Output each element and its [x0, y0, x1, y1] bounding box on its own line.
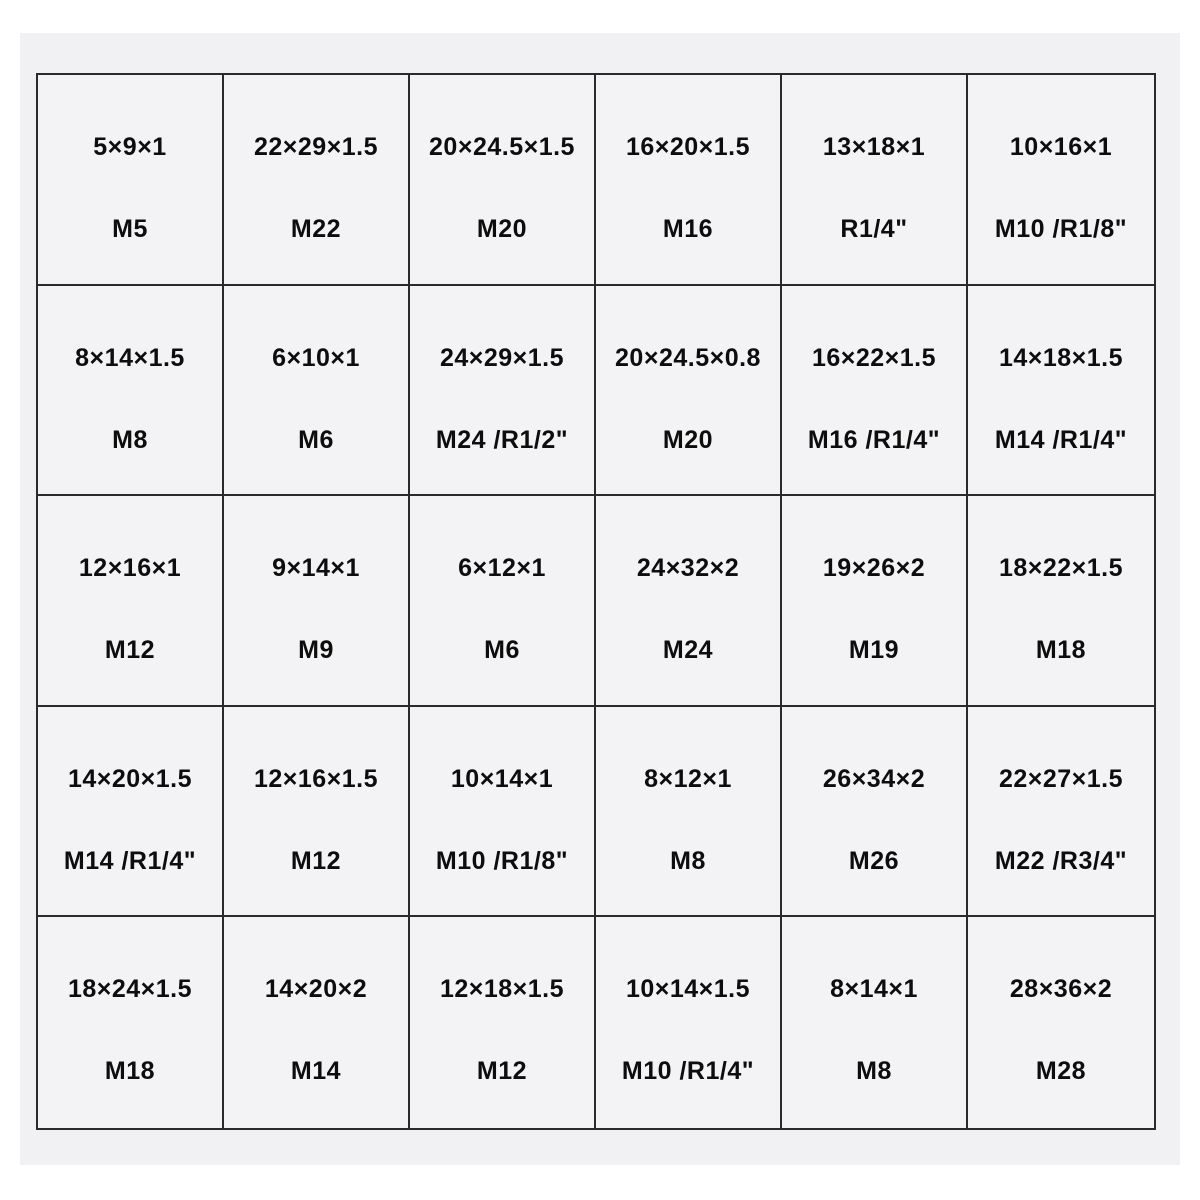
- chart-cell: [968, 707, 1154, 918]
- chart-cell: [38, 75, 224, 286]
- washer-dimensions: 20×24.5×1.5: [429, 133, 575, 161]
- washer-dimensions: 16×20×1.5: [625, 133, 751, 161]
- washer-dimensions: 28×36×2: [1009, 975, 1113, 1004]
- washer-dimensions: 26×34×2: [822, 764, 926, 793]
- washer-dimensions: 18×24×1.5: [67, 975, 193, 1004]
- washer-dimensions: 8×12×1: [644, 764, 732, 793]
- chart-cell: [968, 496, 1154, 707]
- thread-size: M9: [298, 636, 334, 665]
- chart-cell: [596, 707, 782, 918]
- washer-dimensions: 8×14×1: [830, 975, 918, 1004]
- chart-cell: [224, 707, 410, 918]
- chart-cell: [596, 75, 782, 286]
- washer-dimensions: 24×32×2: [636, 554, 740, 583]
- thread-size: M8: [670, 846, 706, 875]
- chart-cell: [782, 496, 968, 707]
- washer-dimensions: 8×14×1.5: [75, 343, 185, 372]
- chart-cell: [410, 707, 596, 918]
- chart-cell: [224, 496, 410, 707]
- thread-size: M16: [662, 215, 714, 243]
- chart-cell: [968, 917, 1154, 1128]
- thread-size: M6: [298, 425, 334, 454]
- thread-size: R1/4": [840, 215, 908, 243]
- thread-size: M10 /R1/4": [621, 1057, 755, 1086]
- washer-dimensions: 9×14×1: [272, 554, 360, 583]
- thread-size: M8: [112, 425, 148, 454]
- washer-dimensions: 19×26×2: [822, 554, 926, 583]
- chart-cell: [782, 286, 968, 497]
- thread-size: M19: [848, 636, 900, 665]
- chart-cell: [38, 286, 224, 497]
- washer-dimensions: 12×16×1: [78, 554, 182, 583]
- thread-size: M18: [104, 1057, 156, 1086]
- thread-size: M8: [856, 1057, 892, 1086]
- thread-size: M14 /R1/4": [994, 425, 1128, 454]
- thread-size: M26: [848, 846, 900, 875]
- washer-dimensions: 24×29×1.5: [439, 343, 565, 372]
- chart-cell: [596, 286, 782, 497]
- thread-size: M10 /R1/8": [994, 215, 1128, 243]
- washer-dimensions: 20×24.5×0.8: [615, 343, 761, 372]
- thread-size: M14 /R1/4": [63, 846, 197, 875]
- chart-cell: [968, 75, 1154, 286]
- thread-size: M16 /R1/4": [807, 425, 941, 454]
- thread-size: M6: [484, 636, 520, 665]
- chart-cell: [224, 286, 410, 497]
- chart-cell: [596, 917, 782, 1128]
- chart-cell: [224, 917, 410, 1128]
- thread-size: M20: [476, 215, 528, 243]
- washer-dimensions: 14×18×1.5: [998, 343, 1124, 372]
- thread-size: M24 /R1/2": [435, 425, 569, 454]
- thread-size: M12: [476, 1057, 528, 1086]
- thread-size: M22: [290, 215, 342, 243]
- thread-size: M20: [662, 425, 714, 454]
- thread-size: M18: [1035, 636, 1087, 665]
- chart-cell: [224, 75, 410, 286]
- chart-cell: [782, 707, 968, 918]
- chart-cell: [782, 75, 968, 286]
- washer-size-chart: [36, 73, 1156, 1130]
- thread-size: M10 /R1/8": [435, 846, 569, 875]
- washer-dimensions: 6×12×1: [458, 554, 546, 583]
- chart-cell: [782, 917, 968, 1128]
- thread-size: M22 /R3/4": [994, 846, 1128, 875]
- chart-cell: [38, 917, 224, 1128]
- thread-size: M24: [662, 636, 714, 665]
- washer-dimensions: 22×27×1.5: [998, 764, 1124, 793]
- washer-dimensions: 10×14×1.5: [625, 975, 751, 1004]
- washer-dimensions: 5×9×1: [93, 133, 167, 161]
- chart-cell: [968, 286, 1154, 497]
- washer-dimensions: 10×14×1: [450, 764, 554, 793]
- washer-dimensions: 12×18×1.5: [439, 975, 565, 1004]
- washer-dimensions: 14×20×2: [264, 975, 368, 1004]
- chart-cell: [410, 286, 596, 497]
- washer-dimensions: 10×16×1: [1009, 133, 1113, 161]
- chart-cell: [410, 496, 596, 707]
- chart-cell: [410, 75, 596, 286]
- chart-cell: [410, 917, 596, 1128]
- thread-size: M12: [104, 636, 156, 665]
- washer-dimensions: 18×22×1.5: [998, 554, 1124, 583]
- washer-dimensions: 6×10×1: [272, 343, 360, 372]
- washer-dimensions: 12×16×1.5: [253, 764, 379, 793]
- washer-dimensions: 13×18×1: [822, 133, 926, 161]
- chart-cell: [38, 496, 224, 707]
- thread-size: M12: [290, 846, 342, 875]
- washer-dimensions: 14×20×1.5: [67, 764, 193, 793]
- thread-size: M28: [1035, 1057, 1087, 1086]
- chart-cell: [38, 707, 224, 918]
- washer-dimensions: 16×22×1.5: [811, 343, 937, 372]
- chart-cell: [596, 496, 782, 707]
- washer-dimensions: 22×29×1.5: [253, 133, 379, 161]
- thread-size: M5: [112, 215, 148, 243]
- thread-size: M14: [290, 1057, 342, 1086]
